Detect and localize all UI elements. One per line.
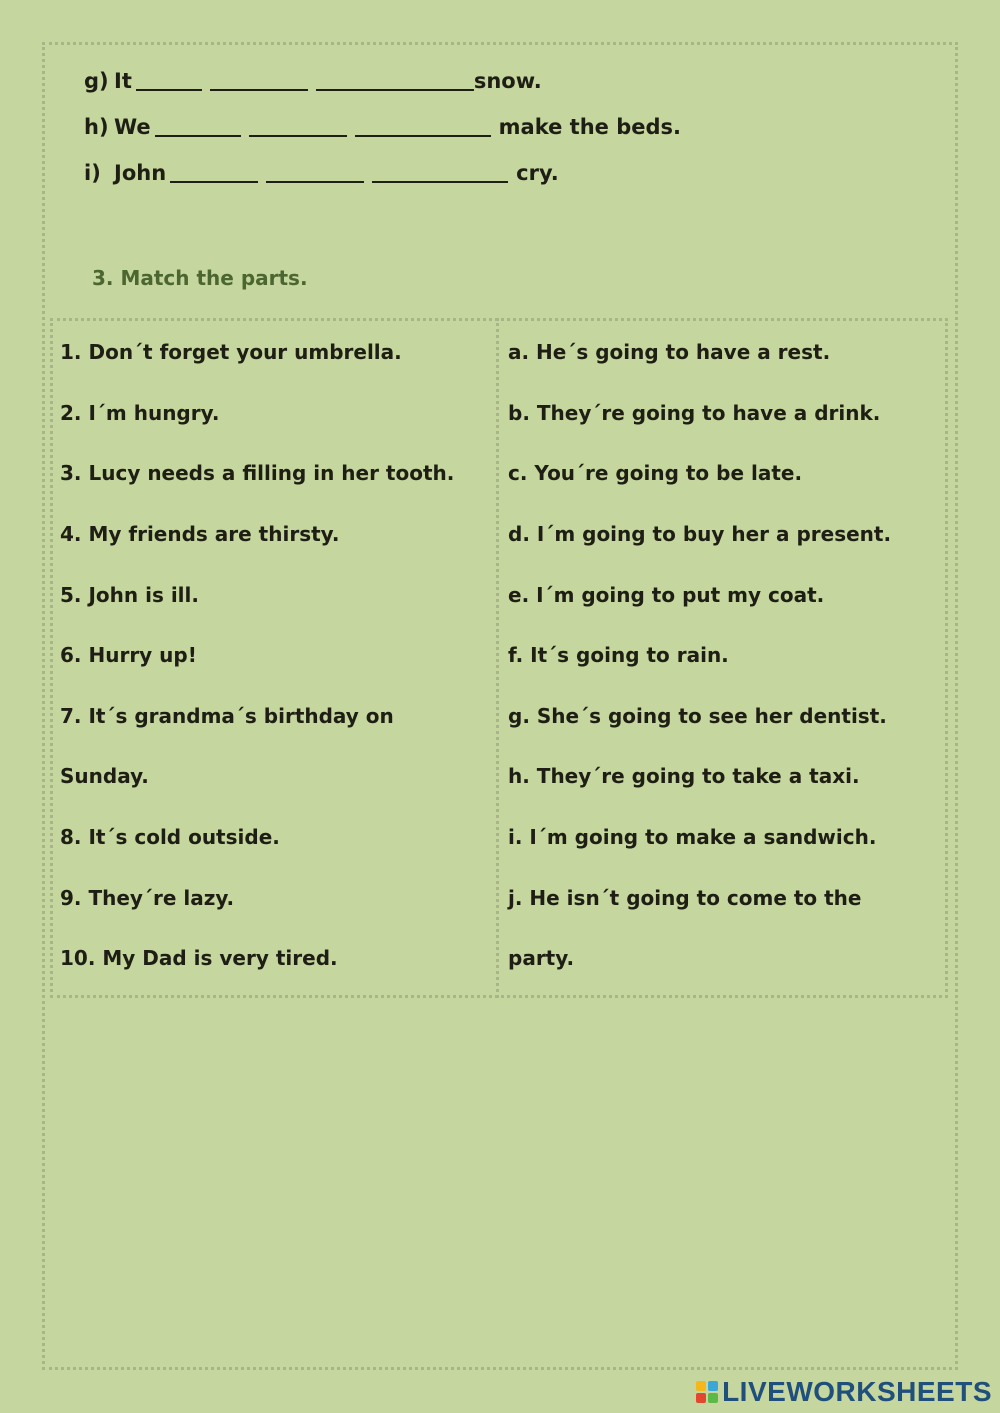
match-item-left[interactable]: 5. John is ill. [60,582,199,607]
left-column [60,322,490,989]
match-item-left-continued[interactable]: Sunday. [60,764,149,789]
answer-blank[interactable] [170,163,258,183]
exercise-line-g [84,58,681,104]
match-item-right[interactable]: c. You´re going to be late. [508,461,803,486]
match-item-left[interactable]: 2. I´m hungry. [60,400,220,425]
logo-square [696,1381,706,1391]
line-label: g) [84,69,109,93]
match-item-right[interactable]: e. I´m going to put my coat. [508,582,825,607]
match-item-right[interactable]: d. I´m going to buy her a present. [508,522,892,547]
match-item-right[interactable]: b. They´re going to have a drink. [508,400,881,425]
logo-square [708,1381,718,1391]
logo-mark-icon [696,1381,718,1403]
line-subject: It [114,69,132,93]
match-item-right[interactable]: f. It´s going to rain. [508,643,729,668]
answer-blank[interactable] [136,71,202,91]
match-item-left[interactable]: 9. They´re lazy. [60,885,235,910]
liveworksheets-logo [696,1375,992,1409]
match-item-left[interactable]: 1. Don´t forget your umbrella. [60,340,402,365]
match-item-right[interactable]: i. I´m going to make a sandwich. [508,825,877,850]
answer-blank[interactable] [155,117,241,137]
match-item-left[interactable]: 7. It´s grandma´s birthday on [60,703,394,728]
answer-blank[interactable] [355,117,491,137]
line-ending: make the beds. [498,115,682,139]
logo-square [708,1393,718,1403]
match-item-left[interactable]: 3. Lucy needs a filling in her tooth. [60,461,455,486]
answer-blank[interactable] [266,163,364,183]
answer-blank[interactable] [210,71,308,91]
fill-in-exercise [84,58,681,196]
logo-text: LIVEWORKSHEETS [722,1376,992,1407]
match-item-left[interactable]: 8. It´s cold outside. [60,825,280,850]
match-item-right[interactable]: j. He isn´t going to come to the [508,885,862,910]
match-item-left[interactable]: 10. My Dad is very tired. [60,946,338,971]
answer-blank[interactable] [249,117,347,137]
logo-square [696,1393,706,1403]
line-label: i) [84,161,101,185]
match-item-left[interactable]: 4. My friends are thirsty. [60,522,340,547]
answer-blank[interactable] [316,71,474,91]
match-item-left[interactable]: 6. Hurry up! [60,643,197,668]
match-item-right[interactable]: h. They´re going to take a taxi. [508,764,860,789]
column-divider [496,318,499,998]
line-subject: John [114,161,167,185]
line-subject: We [114,115,151,139]
exercise-line-i [84,150,681,196]
right-column [508,322,938,989]
match-item-right[interactable]: g. She´s going to see her dentist. [508,703,887,728]
line-label: h) [84,115,109,139]
line-ending: snow. [473,69,542,93]
exercise-line-h [84,104,681,150]
line-ending: cry. [516,161,559,185]
section-title: 3. Match the parts. [92,266,308,290]
match-item-right-continued[interactable]: party. [508,946,575,971]
match-item-right[interactable]: a. He´s going to have a rest. [508,340,831,365]
answer-blank[interactable] [372,163,508,183]
